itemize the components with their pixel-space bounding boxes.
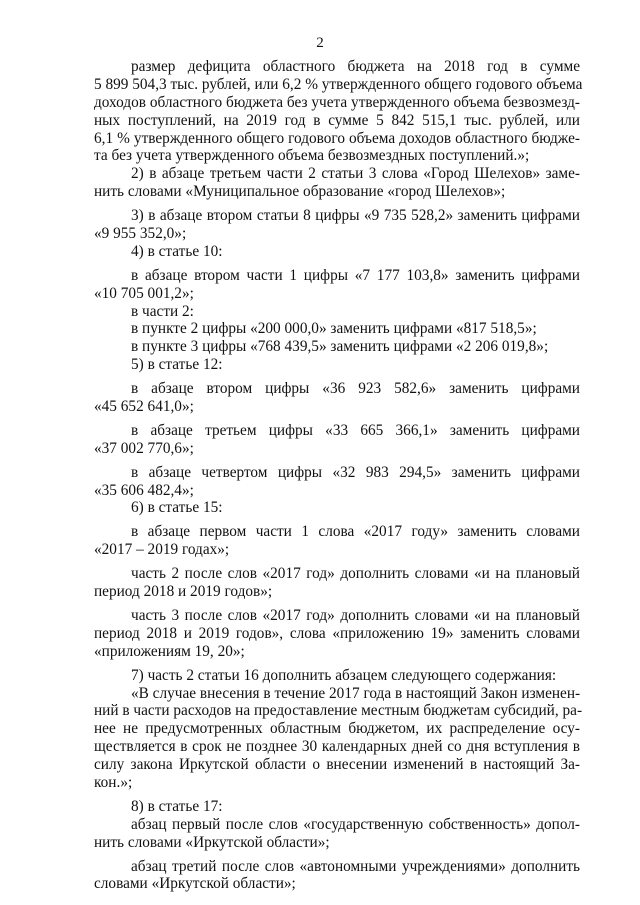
- text-line: размер дефицита областного бюджета на 2018 год в сумме: [131, 58, 580, 75]
- text-line: в пункте 3 цифры «768 439,5» заменить цифрами «2 206 019,8»;: [131, 338, 549, 356]
- text-line: 6,1 % утвержденного общего годового объема доходов областного бюдже-: [94, 129, 580, 147]
- text-line: ний в части расходов на предоставление местным бюджетам субсидий, ра-: [94, 702, 583, 720]
- text-line: ществляется в срок не позднее 30 календарных дней со дня вступления в: [94, 738, 580, 756]
- text-line: нить словами «Муниципальное образование «город Шелехов»;: [94, 183, 506, 201]
- text-line: «приложениям 19, 20»;: [94, 642, 245, 660]
- text-line: кон.»;: [94, 773, 133, 791]
- text-line: часть 3 после слов «2017 год» дополнить словами «и на плановый: [131, 606, 580, 624]
- text-line: период 2018 и 2019 годов», слова «приложению 19» заменить словами: [94, 624, 580, 642]
- text-line: та без учета утвержденного объема безвозмездных поступлений.»;: [94, 147, 530, 165]
- text-line: в абзаце третьем цифры «33 665 366,1» заменить цифрами: [131, 421, 580, 439]
- text-line: ных поступлений, на 2019 год в сумме 5 842 515,1 тыс. рублей, или: [94, 111, 580, 129]
- document-body: [94, 58, 583, 893]
- text-line: «2017 – 2019 годах»;: [94, 541, 230, 559]
- text-line: в части 2:: [131, 302, 194, 320]
- text-line: абзац первый после слов «государственную собственность» допол-: [131, 815, 580, 833]
- text-line: 5 899 504,3 тыс. рублей, или 6,2 % утвержденного общего годового объема: [94, 75, 583, 93]
- text-line: абзац третий после слов «автономными учреждениями» дополнить: [131, 857, 580, 875]
- text-line: 6) в статье 15:: [131, 499, 223, 517]
- text-line: в абзаце втором части 1 цифры «7 177 103,8» заменить цифрами: [131, 266, 580, 284]
- text-line: часть 2 после слов «2017 год» дополнить словами «и на плановый: [131, 565, 580, 583]
- text-line: нее не предусмотренных областным бюджетом, их распределение осу-: [94, 720, 580, 738]
- text-line: «В случае внесения в течение 2017 года в настоящий Закон изменен-: [131, 684, 581, 702]
- text-line: в абзаце первом части 1 слова «2017 году» заменить словами: [131, 523, 580, 541]
- text-line: 8) в статье 17:: [131, 797, 223, 815]
- text-line: нить словами «Иркутской области»;: [94, 833, 330, 851]
- text-line: в пункте 2 цифры «200 000,0» заменить цифрами «817 518,5»;: [131, 320, 537, 338]
- text-line: силу закона Иркутской области о внесении изменений в настоящий За-: [94, 756, 580, 774]
- text-line: «9 955 352,0»;: [94, 225, 187, 243]
- text-line: «35 606 482,4»;: [94, 481, 194, 499]
- text-line: «10 705 001,2»;: [94, 284, 194, 302]
- text-line: «45 652 641,0»;: [94, 398, 194, 416]
- text-line: 2) в абзаце третьем части 2 статьи 3 слова «Город Шелехов» заме-: [131, 165, 580, 183]
- text-line: доходов областного бюджета без учета утвержденного объема безвозмезд-: [94, 93, 580, 111]
- text-line: 5) в статье 12:: [131, 356, 223, 374]
- text-line: 7) часть 2 статьи 16 дополнить абзацем следующего содержания:: [131, 666, 557, 684]
- text-line: 4) в статье 10:: [131, 242, 223, 260]
- text-line: период 2018 и 2019 годов»;: [94, 583, 273, 601]
- text-line: в абзаце втором цифры «36 923 582,6» заменить цифрами: [131, 380, 580, 398]
- text-line: «37 002 770,6»;: [94, 439, 194, 457]
- text-line: словами «Иркутской области»;: [94, 875, 296, 893]
- text-line: в абзаце четвертом цифры «32 983 294,5» заменить цифрами: [131, 463, 580, 481]
- text-line: 3) в абзаце втором статьи 8 цифры «9 735 528,2» заменить цифрами: [131, 207, 580, 225]
- page-number: 2: [316, 35, 324, 51]
